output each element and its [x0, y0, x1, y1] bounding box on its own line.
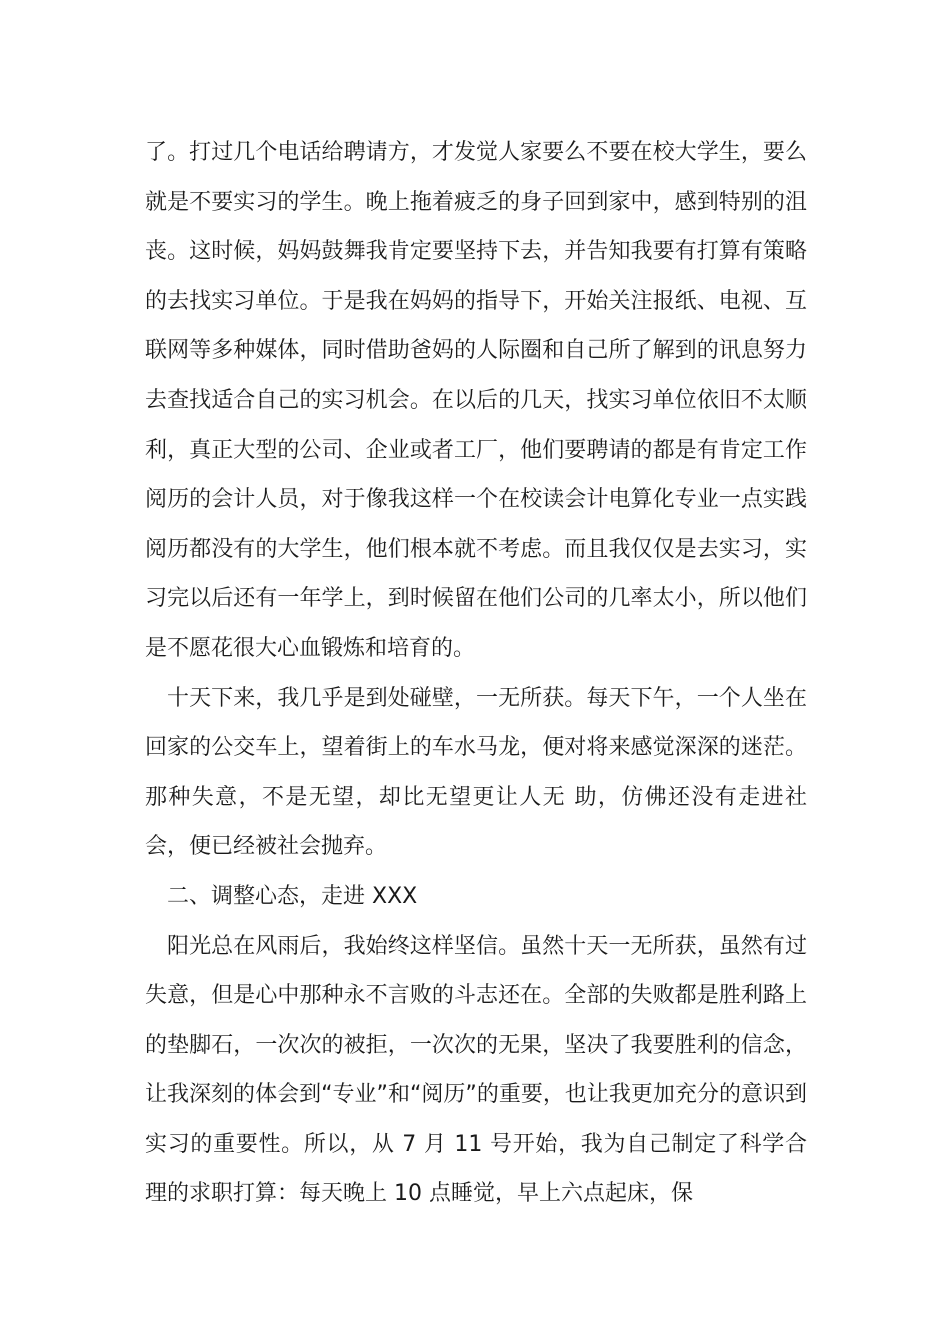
section-heading: 二、调整心态，走进 XXX	[167, 883, 418, 909]
body-paragraph-1: 了。打过几个电话给聘请方，才发觉人家要么不要在校大学生，要么就是不要实习的学生。晚上拖着疲乏的身子回到家中，感到特别的沮丧。这时候，妈妈鼓舞我肯定要坚持下去，并告知我要有打算有策略的去找实习单位。于是我在妈妈的指导下，开始关注报纸、电视、互联网等多种媒体，同时借助爸妈的人际圈和自己所了解到的讯息努力去查找适合自己的实习机会。在以后的几天，找实习单位依旧不太顺利，真正大型的公司、企业或者工厂，他们要聘请的都是有肯定工作阅历的会计人员，对于像我这样一个在校读会计电算化专业一点实践阅历都没有的大学生，他们根本就不考虑。而且我仅仅是去实习，实习完以后还有一年学上，到时候留在他们公司的几率太小，所以他们是不愿花很大心血锻炼和培育的。	[145, 140, 807, 661]
document-body	[145, 128, 807, 1219]
body-paragraph-2: 十天下来，我几乎是到处碰壁，一无所获。每天下午，一个人坐在回家的公交车上，望着街上的车水马龙，便对将来感觉深深的迷茫。那种失意，不是无望，却比无望更让人无 助，仿佛还没有走进社会，便已经被社会抛弃。	[145, 685, 807, 860]
body-paragraph-3: 阳光总在风雨后，我始终这样坚信。虽然十天一无所获，虽然有过失意，但是心中那种永不言败的斗志还在。全部的失败都是胜利路上的垫脚石，一次次的被拒，一次次的无果，坚决了我要胜利的信念，让我深刻的体会到“专业”和“阅历”的重要，也让我更加充分的意识到实习的重要性。所以，从 7 月 11 号开始，我为自己制定了科学合理的求职打算：每天晚上 10 点睡觉，早上六点起床，保	[145, 933, 807, 1207]
